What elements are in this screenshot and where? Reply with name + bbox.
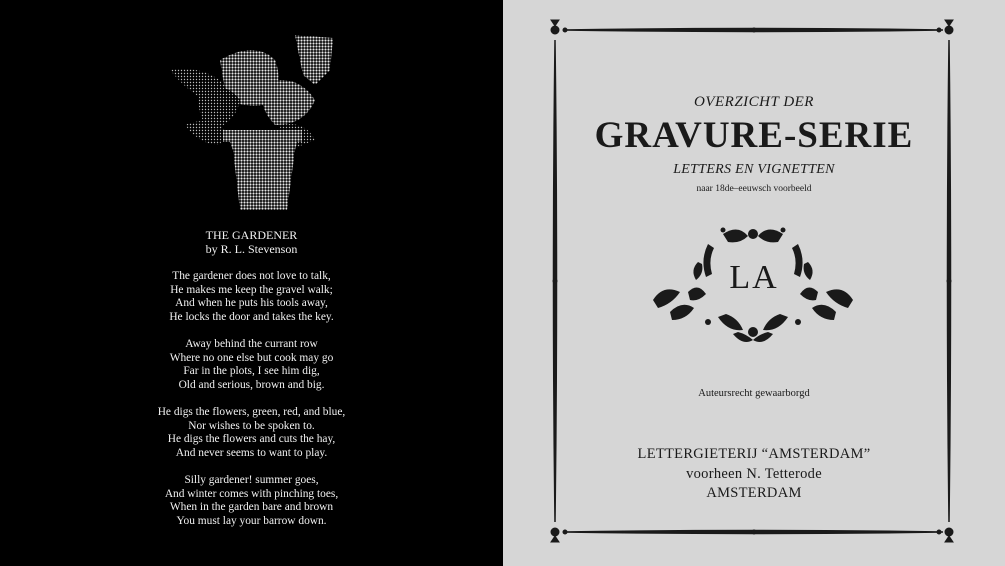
stanza-3 [0,406,503,460]
poem-body [0,270,503,542]
poem-line: He makes me keep the gravel walk; [170,283,333,296]
stanza-1 [0,270,503,324]
poem-line: Where no one else but cook may go [169,351,334,364]
poem-line: Nor wishes to be spoken to. [188,419,315,432]
poem-line: The gardener does not love to talk, [172,270,331,282]
poem-line: When in the garden bare and brown [169,501,334,514]
poem-line: And winter comes with pinching toes, [164,487,339,500]
right-page [503,0,1005,566]
poem-line: And never seems to want to play. [175,446,328,459]
poem-line: Old and serious, brown and big. [178,378,325,391]
poem-line: Away behind the currant row [185,337,318,350]
poem-line: Silly gardener! summer goes, [184,473,319,486]
poem-title: THE GARDENER [205,228,298,242]
poem-line: He locks the door and takes the key. [169,310,334,323]
copyright-note: Auteursrecht gewaarborgd [698,388,810,399]
cover-subtitle: LETTERS EN VIGNETTEN [673,162,835,177]
poem-line: Far in the plots, I see him dig, [183,365,320,378]
poem-author: by R. L. Stevenson [205,242,298,256]
foundry-formerly: voorheen N. Tetterode [686,466,822,482]
poem-line: You must lay your barrow down. [176,514,327,527]
poem-line: He digs the flowers, green, red, and blue, [157,405,346,418]
foundry-city: AMSTERDAM [706,485,802,501]
poem-line: And when he puts his tools away, [175,297,328,310]
cover-overline: OVERZICHT DER [694,94,814,110]
monogram: LA [729,259,779,296]
stanza-2 [0,338,503,392]
poem-line: He digs the flowers and cuts the hay, [167,433,336,446]
cover-title: GRAVURE-SERIE [594,115,914,156]
foundry-name: LETTERGIETERIJ “AMSTERDAM” [637,446,871,462]
cover-note: naar 18de–eeuwsch voorbeeld [696,184,812,194]
potted-plant-illustration [165,30,340,215]
stanza-4 [0,474,503,528]
